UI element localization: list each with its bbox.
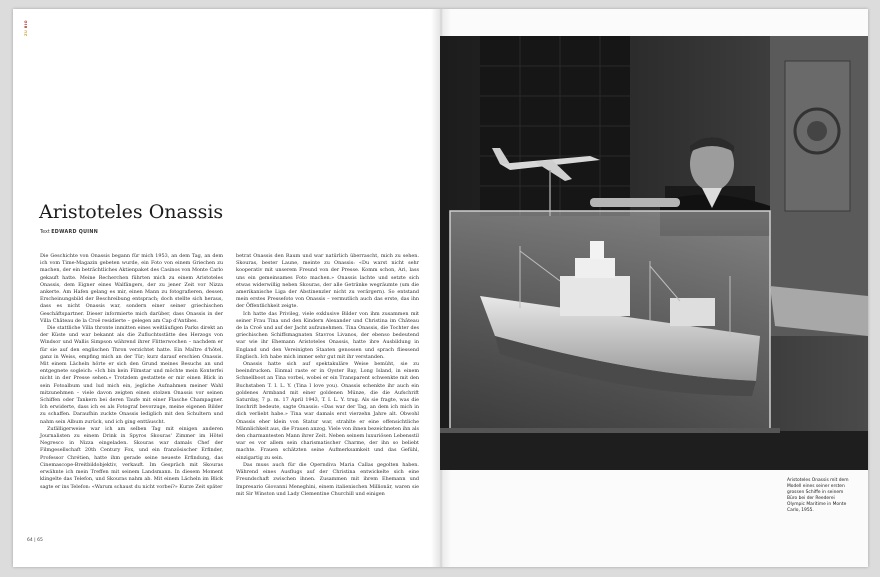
paragraph: Ich hatte das Privileg, viele exklusive Bilder von ihm zusammen mit seiner Frau Tina und den Kindern Alexander und Christina im Château de la Croë und auf der Jacht aufzunehmen. Tina Onassis, die Tochter des griechischen Schiffsmagnaten Stavros Livanos, der ebenso bedeutend war wie ihr Ehemann Aristoteles Onassis, hatte ihre Ausbildung in England und den Vereinigten Staaten genossen und sprach fliessend Englisch. Ich habe mich immer sehr gut mit ihr verstanden.: [236, 310, 419, 360]
byline-author: EDWARD QUINN: [51, 230, 99, 235]
text-column-2: [236, 253, 419, 498]
onassis-ship-model-photo: [440, 36, 868, 470]
photo-caption: Aristoteles Onassis mit dem Modell eines seiner ersten grossen Schiffe in seinem Büro bei der Reederei Olympic Maritime in Monte Carlo, 1955.: [787, 478, 849, 514]
paragraph: Zufälligerweise war ich am selben Tag mit einigen anderen Journalisten zu einem Drink in Spyros Skouras' Zimmer im Hôtel Negresco in Nizza eingeladen. Skouras war damals Chef der Filmgesellschaft 20th Century Fox, und ein französischer Erfinder, Professor Chrétien, hatte ihm gerade seine neueste Erfindung, das Cinemascope-Breitbildobjektiv, verkauft. Im Gespräch mit Skouras erwähnte ich mein Treffen mit seinem Landsmann. In diesem Moment klingelte das Telefon, und Skouras nahm ab. Mit einem Lächeln im Blick sagte er ins Telefon: «Warum schaust du nicht vorbei?» Kurze Zeit später: [40, 425, 223, 490]
paragraph: Onassis hatte sich auf spektakuläre Weise bemüht, sie zu beeindrucken. Einmal raste er in Oyster Bay, Long Island, in einem Schnellboot an Tina vorbei, wobei er ein Transparent schwenkte mit den Buchstaben T. I. L. Y. (Tina I love you). Onassis schenkte ihr auch ein goldenes Armband mit einer goldenen Münze, die die Aufschrift Saturday, 7 p. m. 17 April 1943, T. I. L. Y. trug. Als sie fragte, was die Inschrift bedeute, sagte Onassis: «Das war der Tag, an dem ich mich in dich verliebt habe.» Tina war damals erst vierzehn Jahre alt. Obwohl Onassis eher klein von Statur war, strahlte er eine offensichtliche Männlichkeit aus, die Frauen anzog. Viele von ihnen bezeichneten ihn als den charmantesten Mann ihrer Zeit. Neben seinem luxuriösen Lebensstil war es vor allem sein charismatischer Charme, der ihn so beliebt machte. Frauen schätzten seine Aufmerksamkeit und das Gefühl, einzigartig zu sein.: [236, 361, 419, 461]
paragraph: Das muss auch für die Operndiva Maria Callas gegolten haben. Während eines Ausflugs auf der Christina entwickelte sich eine Freundschaft zwischen ihnen. Zusammen mit ihrem Ehemann und Impresario Giovanni Meneghini, einem italienischen Millionär, waren sie mit Sir Winston und Lady Clementine Churchill und einigen: [236, 461, 419, 497]
paragraph: betrat Onassis den Raum und war natürlich überrascht, mich zu sehen. Skouras, bester Laune, meinte zu Onassis: «Du warst nicht sehr kooperativ mit unserem Freund von der Presse. Komm schon, Ari, lass uns ein gemeinsames Foto machen.» Onassis lachte und setzte sich etwas widerwillig neben Skouras, der alle Getränke wegräumte (um die amerikanische Liga der Abstinenzler nicht zu verärgern). So entstand mein erstes Pressefoto von Onassis – vermutlich auch das erste, das ihn der Öffentlichkeit zeigte.: [236, 253, 419, 310]
photo-illustration: [440, 36, 868, 470]
section-label-part: BIO: [24, 20, 28, 29]
left-page: [13, 9, 440, 567]
section-label-part: ZU: [24, 29, 28, 36]
text-column-1: [40, 253, 223, 491]
paragraph: Die Geschichte von Onassis begann für mich 1953, an dem Tag, an dem ich vom Time-Magazin gebeten wurde, ein Foto von einem Griechen zu machen, der ein beträchtliches Aktienpaket des Casinos von Monte Carlo gekauft hatte. Meine Recherchen führten mich zu einem Aristoteles Onassis, dem Eigner eines Walfängers, der zu jener Zeit vor Nizza ankerte. Am Hafen gelang es mir, einen Mann zu fotografieren, dessen Erscheinungsbild der Beschreibung entsprach; doch stellte sich heraus, dass es nicht Onassis war, sondern einer seiner griechischen Geschäftspartner. Dieser informierte mich darüber, dass Onassis in der Villa Château de la Croë residierte – gelegen am Cap d'Antibes.: [40, 253, 223, 324]
byline-prefix: Text: [40, 230, 50, 235]
article-title: Aristoteles Onassis: [39, 201, 224, 223]
page-numbers: 64 | 65: [27, 538, 43, 543]
paragraph: Die stattliche Villa thronte inmitten eines weitläufigen Parks direkt an der Küste und war bekannt als die Zufluchtsstätte des Herzogs von Windsor und Wallis Simpson während ihrer Flitterwochen – nachdem er für sie auf den englischen Thron verzichtet hatte. Ein Maître d'hôtel, ganz in Weiss, empfing mich an der Tür; kurz darauf erschien Onassis. Mit einem Lächeln hörte er sich den Grund meines Besuchs an und entgegnete sogleich: «Ich bin kein Filmstar und möchte mein Konterfei nicht in der Presse sehen.» Trotzdem gestattete er mir einen Blick in sein Fotoalbum und lud mich ein, jegliche Aufnahmen meiner Wahl mitzunehmen – viele davon zeigten einen stolzen Onassis vor seinen Schiffen oder Tankern bei deren Taufe mit einer Flasche Champagner. Ich erwiderte, dass ich es als Fotograf bevorzuge, meine eigenen Bilder zu schaffen. Daraufhin zuckte Onassis lediglich mit den Schultern und nahm sein Album zurück, und ich ging enttäuscht.: [40, 325, 223, 425]
section-label: [24, 20, 28, 36]
byline: [40, 230, 98, 235]
